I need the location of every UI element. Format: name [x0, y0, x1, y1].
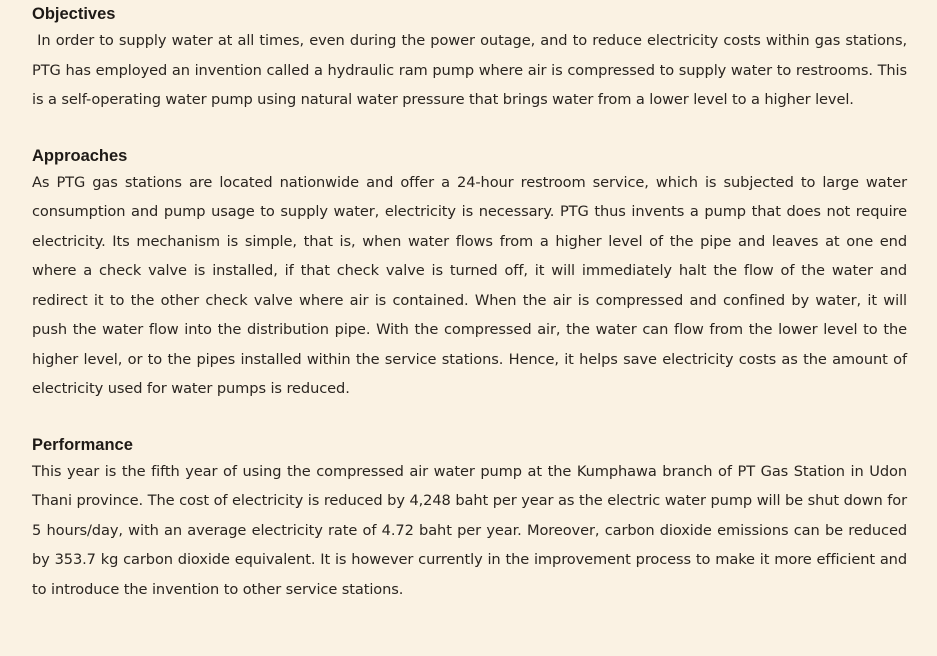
objectives-paragraph: In order to supply water at all times, even during the power outage, and to reduce electricity costs within gas stations, PTG has employed an invention called a hydraulic ram pump where air is compressed to supply water to restrooms. This is a self-operating water pump using natural water pressure that brings water from a lower level to a higher level.: [32, 32, 907, 108]
performance-heading: Performance: [32, 435, 133, 454]
approaches-section: [32, 144, 907, 404]
objectives-section: [32, 2, 907, 115]
approaches-heading: Approaches: [32, 146, 128, 165]
approaches-paragraph: As PTG gas stations are located nationwide and offer a 24-hour restroom service, which is subjected to large water consumption and pump usage to supply water, electricity is necessary. PTG thus invents a pump that does not require electricity. Its mechanism is simple, that is, when water flows from a higher level of the pipe and leaves at one end where a check valve is installed, if that check valve is turned off, it will immediately halt the flow of the water and redirect it to the other check valve where air is contained. When the air is compressed and confined by water, it will push the water flow into the distribution pipe. With the compressed air, the water can flow from the lower level to the higher level, or to the pipes installed within the service stations. Hence, it helps save electricity costs as the amount of electricity used for water pumps is reduced.: [32, 173, 907, 397]
performance-paragraph: This year is the fifth year of using the compressed air water pump at the Kumphawa branch of PT Gas Station in Udon Thani province. The cost of electricity is reduced by 4,248 baht per year as the electric water pump will be shut down for 5 hours/day, with an average electricity rate of 4.72 baht per year. Moreover, carbon dioxide emissions can be reduced by 353.7 kg carbon dioxide equivalent. It is however currently in the improvement process to make it more efficient and to introduce the invention to other service stations.: [32, 462, 907, 598]
objectives-heading: Objectives: [32, 5, 116, 23]
performance-section: [32, 433, 907, 605]
